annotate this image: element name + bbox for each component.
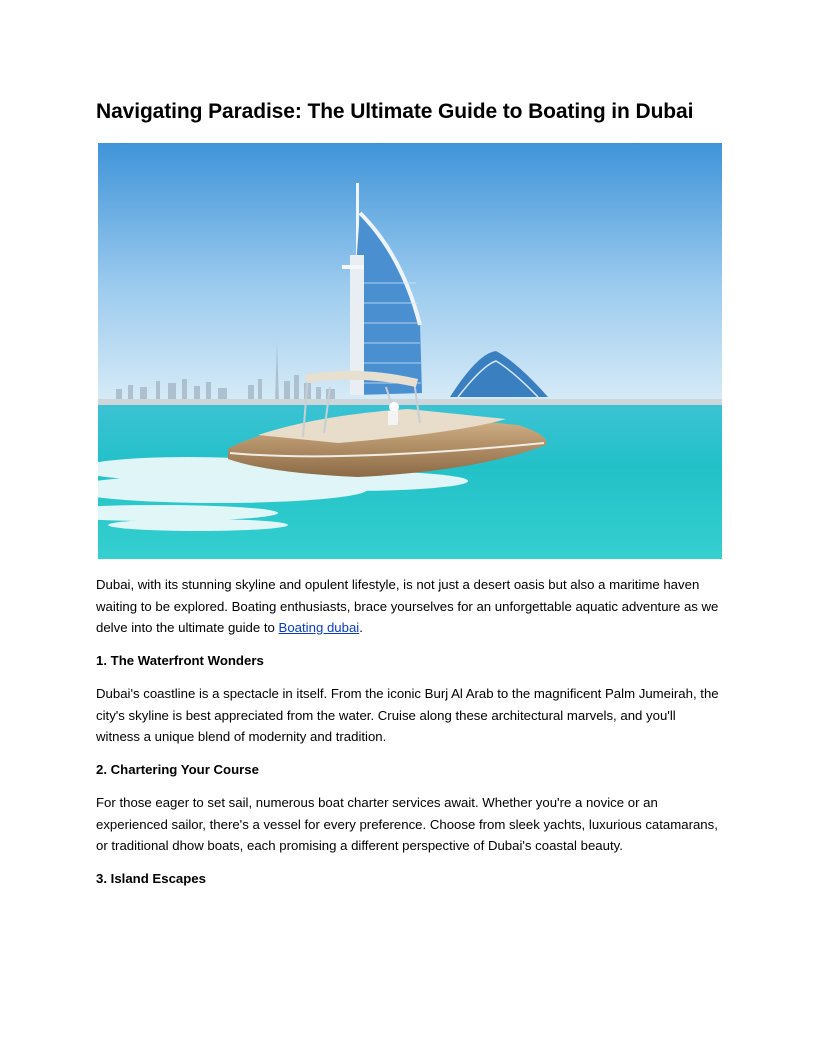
hero-image: [98, 143, 722, 559]
page-title: Navigating Paradise: The Ultimate Guide to Boating in Dubai: [96, 100, 694, 123]
document-page: [96, 96, 720, 886]
section-body-1: Dubai's coastline is a spectacle in itself. From the iconic Burj Al Arab to the magnificent Palm Jumeirah, the city's skyline is best appreciated from the water. Cruise along these architectural marvels, and you'll witness a unique blend of modernity and tradition.: [96, 686, 719, 744]
section-heading-1: 1. The Waterfront Wonders: [96, 653, 264, 668]
intro-text-end: .: [359, 620, 363, 635]
boating-dubai-link[interactable]: Boating dubai: [278, 620, 360, 635]
section-heading-2: 2. Chartering Your Course: [96, 762, 259, 777]
intro-text: Dubai, with its stunning skyline and opulent lifestyle, is not just a desert oasis but also a maritime haven waiting to be explored. Boating enthusiasts, brace yourselves for an unforgettable aquatic adventure as we delve into the ultimate guide to: [96, 577, 719, 635]
intro-paragraph: [96, 574, 720, 639]
section-body-2: For those eager to set sail, numerous boat charter services await. Whether you're a novice or an experienced sailor, there's a vessel for every preference. Choose from sleek yachts, luxurious catamarans, or traditional dhow boats, each promising a different perspective of Dubai's coastal beauty.: [96, 795, 718, 853]
section-heading-3: 3. Island Escapes: [96, 871, 206, 886]
